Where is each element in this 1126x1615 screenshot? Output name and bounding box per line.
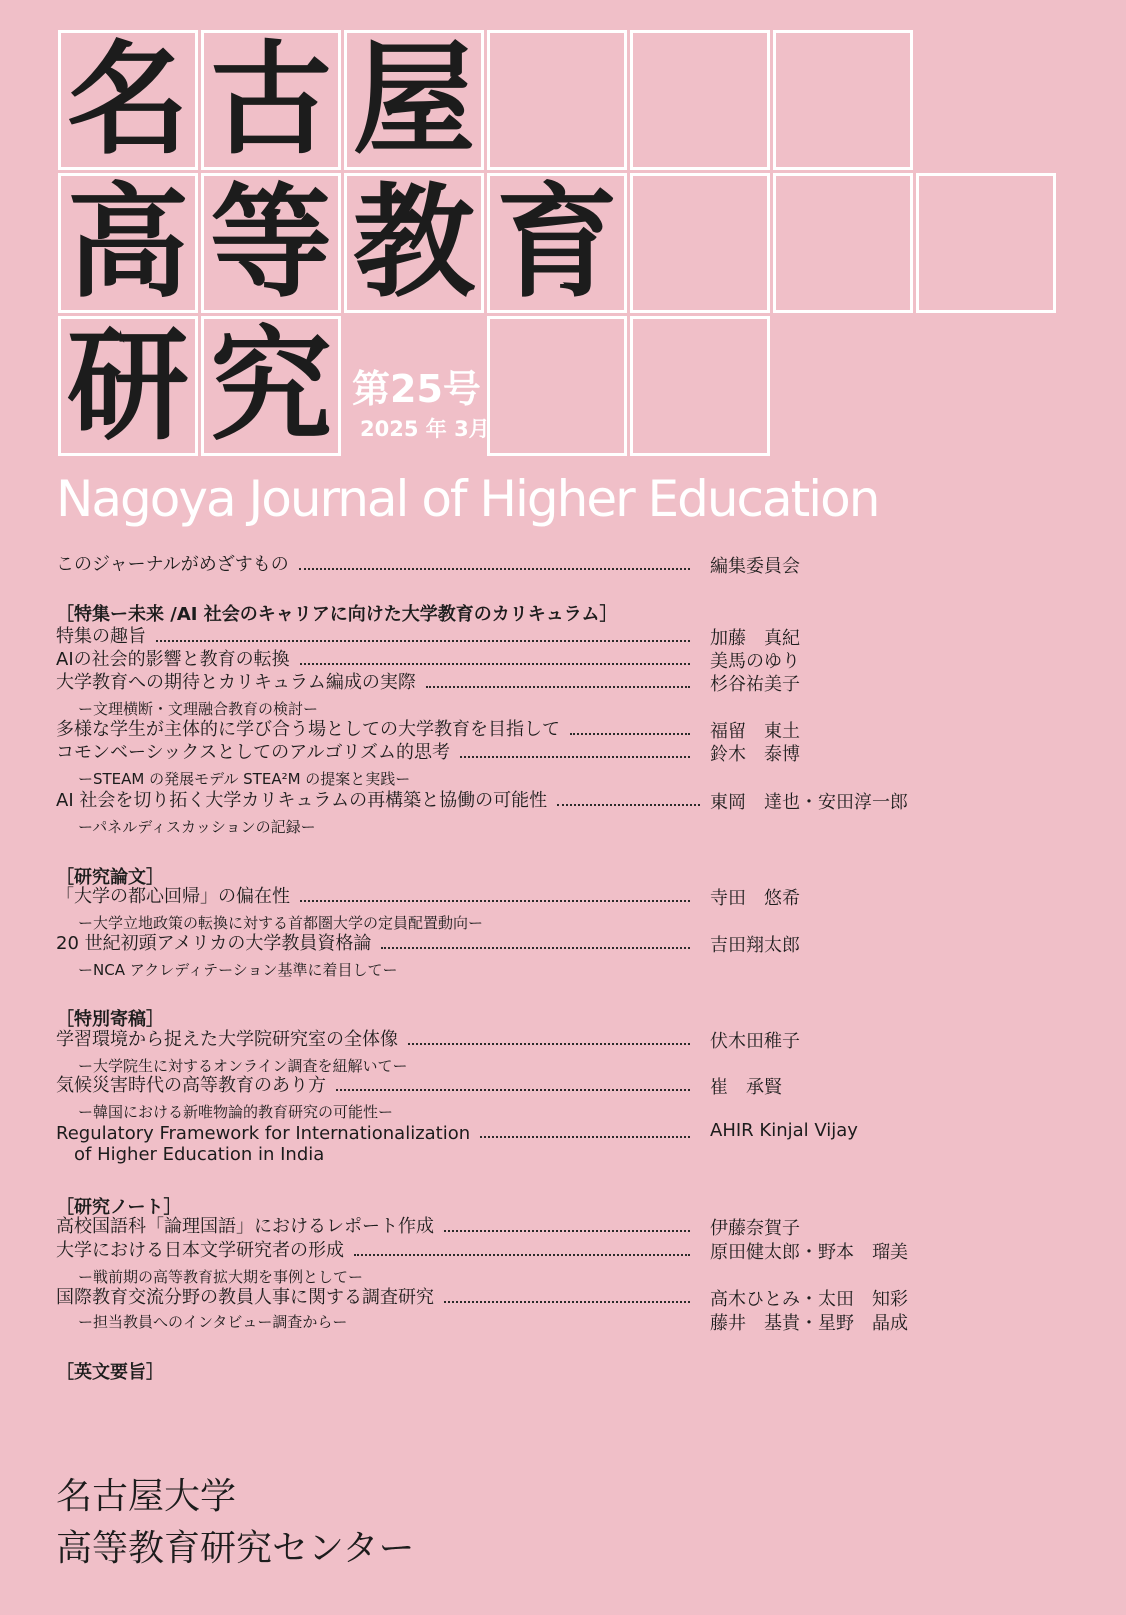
- entry-author: 藤井 基貴・星野 晶成: [710, 1313, 908, 1334]
- entry-title: AI 社会を切り拓く大学カリキュラムの再構築と協働の可能性: [56, 790, 548, 811]
- entry-author: 吉田翔太郎: [710, 935, 800, 956]
- entry-title: このジャーナルがめざすもの: [56, 554, 289, 575]
- entry-title: 大学教育への期待とカリキュラム編成の実際: [56, 672, 416, 693]
- dot-leader: [336, 1089, 690, 1091]
- entry-author: 編集委員会: [710, 556, 800, 577]
- empty-box: [630, 316, 770, 456]
- title-box: [344, 30, 484, 170]
- title-char: 屋: [353, 29, 475, 171]
- entry-author: 杉谷祐美子: [710, 674, 800, 695]
- entry-author: 美馬のゆり: [710, 651, 800, 672]
- toc-entry: [56, 1238, 696, 1262]
- toc-entry: [56, 884, 696, 908]
- entry-title: コモンベーシックスとしてのアルゴリズム的思考: [56, 742, 451, 763]
- section-heading: ［英文要旨］: [56, 1362, 164, 1383]
- title-box: [201, 316, 341, 456]
- publisher-center: 高等教育研究センター: [56, 1528, 415, 1569]
- title-box: [487, 173, 627, 313]
- entry-author: 伊藤奈賀子: [710, 1218, 800, 1239]
- entry-author: 崔 承賢: [710, 1077, 782, 1098]
- title-box: [58, 316, 198, 456]
- dot-leader: [300, 900, 690, 902]
- entry-title: 国際教育交流分野の教員人事に関する調査研究: [56, 1287, 434, 1308]
- section-heading: ［特集ー未来 /AI 社会のキャリアに向けた大学教育のカリキュラム］: [56, 604, 618, 625]
- entry-subtitle: ーパネルディスカッションの記録ー: [78, 818, 316, 836]
- dot-leader: [460, 756, 690, 758]
- entry-author: 伏木田稚子: [710, 1031, 800, 1052]
- section-heading: ［研究ノート］: [56, 1197, 182, 1218]
- title-char: 教: [353, 172, 475, 314]
- title-char: 名: [67, 29, 189, 171]
- dot-leader: [381, 947, 690, 949]
- dot-leader: [557, 804, 700, 806]
- title-box: [201, 173, 341, 313]
- entry-author: 加藤 真紀: [710, 628, 800, 649]
- empty-box: [630, 173, 770, 313]
- toc-entry: [56, 788, 706, 812]
- entry-author: AHIR Kinjal Vijay: [710, 1120, 858, 1141]
- toc-entry: [56, 1073, 696, 1097]
- entry-title: 高校国語科「論理国語」におけるレポート作成: [56, 1216, 434, 1237]
- empty-box: [773, 173, 913, 313]
- entry-title: 20 世紀初頭アメリカの大学教員資格論: [56, 933, 372, 954]
- entry-author: 原田健太郎・野本 瑠美: [710, 1242, 908, 1263]
- entry-title: 学習環境から捉えた大学院研究室の全体像: [56, 1029, 398, 1050]
- issue-date: 2025 年 3月: [360, 417, 490, 441]
- dot-leader: [426, 686, 690, 688]
- empty-box: [487, 316, 627, 456]
- dot-leader: [480, 1136, 690, 1138]
- toc-entry: [56, 670, 696, 694]
- title-char: 育: [496, 172, 618, 314]
- title-char: 高: [67, 172, 189, 314]
- entry-subtitle: ー担当教員へのインタビュー調査からー: [78, 1313, 348, 1331]
- toc-entry: [56, 1285, 696, 1309]
- dot-leader: [354, 1254, 690, 1256]
- issue-number: 第25号: [352, 367, 481, 411]
- entry-author: 福留 東土: [710, 721, 800, 742]
- title-char: 古: [210, 29, 332, 171]
- entry-author: 寺田 悠希: [710, 888, 800, 909]
- entry-title: 特集の趣旨: [56, 626, 146, 647]
- entry-subtitle: ー大学立地政策の転換に対する首都圏大学の定員配置動向ー: [78, 914, 484, 932]
- dot-leader: [156, 640, 690, 642]
- toc-entry: [56, 931, 696, 955]
- english-title: Nagoya Journal of Higher Education: [56, 470, 879, 528]
- entry-title: 「大学の都心回帰」の偏在性: [56, 886, 290, 907]
- entry-title: AIの社会的影響と教育の転換: [56, 649, 290, 670]
- entry-title: 気候災害時代の高等教育のあり方: [56, 1075, 326, 1096]
- empty-box: [773, 30, 913, 170]
- title-box: [58, 30, 198, 170]
- entry-subtitle: ーSTEAM の発展モデル STEA²M の提案と実践ー: [78, 770, 411, 788]
- section-heading: ［特別寄稿］: [56, 1009, 164, 1030]
- title-char: 究: [210, 315, 332, 457]
- toc-entry: [56, 1214, 696, 1238]
- entry-subtitle: ー戦前期の高等教育拡大期を事例としてー: [78, 1268, 364, 1286]
- empty-box: [487, 30, 627, 170]
- title-box: [201, 30, 341, 170]
- empty-box: [916, 173, 1056, 313]
- title-box: [58, 173, 198, 313]
- entry-subtitle: ー韓国における新唯物論的教育研究の可能性ー: [78, 1103, 394, 1121]
- entry-title: Regulatory Framework for Internationalization: [56, 1123, 471, 1144]
- dot-leader: [444, 1230, 690, 1232]
- entry-subtitle: ー文理横断・文理融合教育の検討ー: [78, 700, 319, 718]
- entry-author: 高木ひとみ・太田 知彩: [710, 1289, 908, 1310]
- entry-subtitle: ー大学院生に対するオンライン調査を紐解いてー: [78, 1057, 408, 1075]
- toc-entry: [56, 552, 696, 576]
- entry-subtitle: ーNCA アクレディテーション基準に着目してー: [78, 961, 398, 979]
- toc-entry: [56, 1120, 696, 1144]
- dot-leader: [300, 663, 690, 665]
- entry-author: 東岡 達也・安田淳一郎: [710, 792, 908, 813]
- dot-leader: [444, 1301, 690, 1303]
- section-heading: ［研究論文］: [56, 867, 164, 888]
- dot-leader: [299, 568, 690, 570]
- dot-leader: [408, 1043, 690, 1045]
- publisher-university: 名古屋大学: [56, 1476, 237, 1517]
- entry-title: 大学における日本文学研究者の形成: [56, 1240, 344, 1261]
- empty-box: [630, 30, 770, 170]
- title-box: [344, 173, 484, 313]
- entry-subtitle: of Higher Education in India: [74, 1144, 325, 1165]
- title-char: 等: [210, 172, 332, 314]
- dot-leader: [570, 733, 690, 735]
- entry-author: 鈴木 泰博: [710, 744, 800, 765]
- entry-title: 多様な学生が主体的に学び合う場としての大学教育を目指して: [56, 719, 560, 740]
- toc-entry: [56, 1027, 696, 1051]
- toc-entry: [56, 740, 696, 764]
- title-char: 研: [67, 315, 189, 457]
